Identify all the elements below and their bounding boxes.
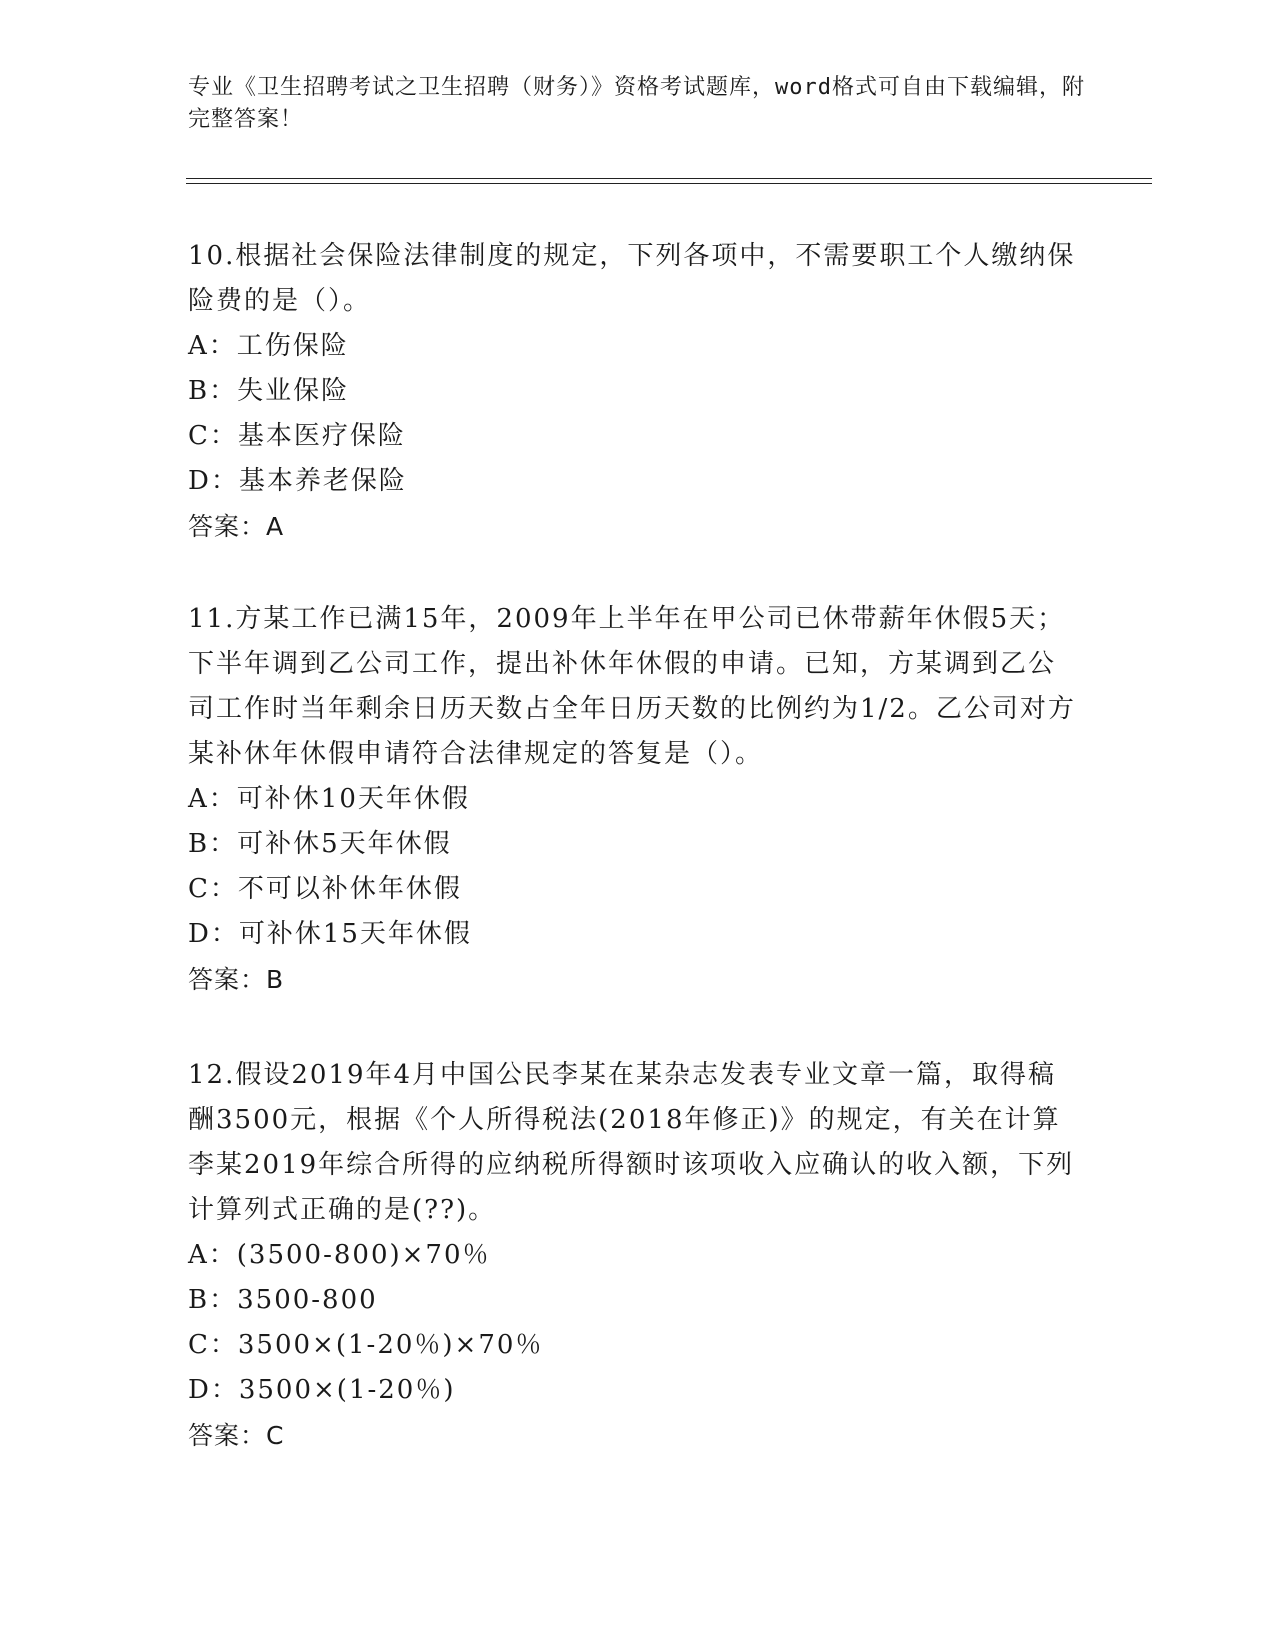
option-b: B：失业保险 bbox=[188, 376, 350, 406]
option-a: A：工伤保险 bbox=[188, 331, 349, 361]
question-11 bbox=[188, 597, 1078, 1002]
option-b: B：3500-800 bbox=[188, 1285, 378, 1315]
option-c: C：基本医疗保险 bbox=[188, 421, 406, 451]
header-divider-double bbox=[186, 183, 1152, 184]
option-b: B：可补休5天年休假 bbox=[188, 829, 452, 859]
option-d: D：3500×(1-20％) bbox=[188, 1375, 456, 1405]
option-a: A：(3500-800)×70％ bbox=[188, 1240, 491, 1270]
question-stem: 11.方某工作已满15年，2009年上半年在甲公司已休带薪年休假5天；下半年调到乙公司工作，提出补休年休假的申请。已知，方某调到乙公司工作时当年剩余日历天数占全年日历天数的比例约为1/2。乙公司对方某补休年休假申请符合法律规定的答复是（）。 bbox=[188, 604, 1076, 769]
question-stem: 10.根据社会保险法律制度的规定，下列各项中，不需要职工个人缴纳保险费的是（）。 bbox=[188, 241, 1076, 316]
option-a: A：可补休10天年休假 bbox=[188, 784, 470, 814]
answer-line: 答案：C bbox=[188, 1421, 285, 1450]
option-c: C：3500×(1-20％)×70％ bbox=[188, 1330, 544, 1360]
header-divider bbox=[186, 178, 1152, 179]
document-header: 专业《卫生招聘考试之卫生招聘（财务）》资格考试题库，word格式可自由下载编辑，附完整答案！ bbox=[188, 75, 1085, 132]
option-d: D：基本养老保险 bbox=[188, 466, 407, 496]
question-10 bbox=[188, 234, 1078, 549]
question-stem: 12.假设2019年4月中国公民李某在某杂志发表专业文章一篇，取得稿酬3500元，根据《个人所得税法(2018年修正)》的规定，有关在计算李某2019年综合所得的应纳税所得额时该项收入应确认的收入额，下列计算列式正确的是(??)。 bbox=[188, 1060, 1075, 1225]
answer-line: 答案：A bbox=[188, 512, 285, 541]
option-d: D：可补休15天年休假 bbox=[188, 919, 472, 949]
option-c: C：不可以补休年休假 bbox=[188, 874, 462, 904]
question-12 bbox=[188, 1053, 1078, 1458]
answer-line: 答案：B bbox=[188, 965, 285, 994]
